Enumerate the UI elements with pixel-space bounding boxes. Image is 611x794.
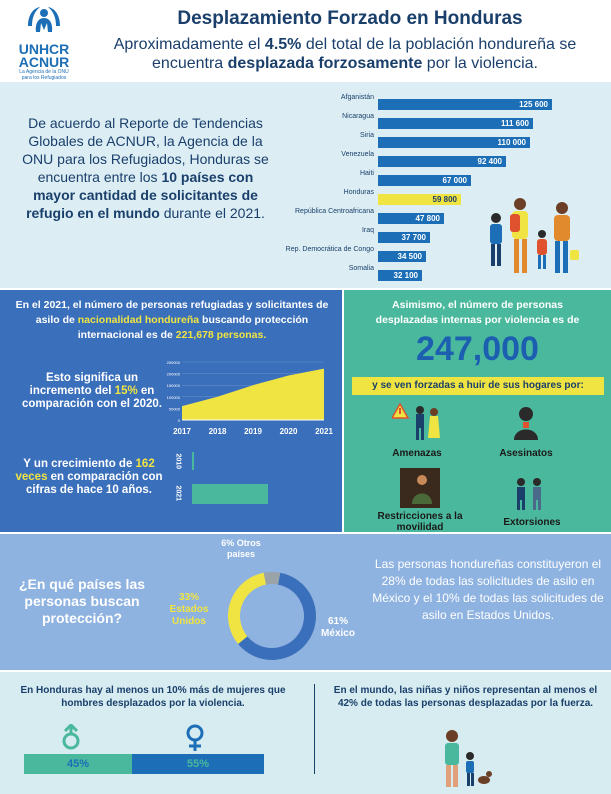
area-xtick-label: 2017 xyxy=(173,427,191,436)
donut-label-others: 6% Otros países xyxy=(221,538,261,559)
area-ytick-label: 50000 xyxy=(168,406,180,412)
country-label: Nicaragua xyxy=(342,113,374,120)
area-chart-svg xyxy=(164,356,340,438)
page-subtitle: Aproximadamente el 4.5% del total de la población hondureña se encuentra desplazada forzosamente por la violencia. xyxy=(113,36,577,72)
section-divider xyxy=(314,684,315,774)
country-label: Venezuela xyxy=(341,151,374,158)
refugees-intro: En el 2021, el número de personas refugiadas y solicitantes de asilo de nacionalidad hondureña buscando protección internacional es de 221,678 personas. xyxy=(15,299,329,341)
country-bar: 92 400 xyxy=(378,156,506,167)
internal-displacement-number: 247,000 xyxy=(416,330,539,368)
gender-bar-segment: 45% xyxy=(24,754,132,774)
country-bar: 47 800 xyxy=(378,213,444,224)
donut-label-usa: 33% Estados Unidos xyxy=(169,592,209,627)
male-symbol-icon xyxy=(60,724,82,752)
donut-label-mexico: 61% México xyxy=(321,616,355,639)
growth-bar xyxy=(192,484,268,504)
donut-slice xyxy=(234,579,265,641)
murder-icon xyxy=(506,402,546,442)
area-ytick-label: 150000 xyxy=(166,383,180,389)
logo-tagline: La Agencia de la ONU para los Refugiados xyxy=(19,69,69,81)
country-bar: 32 100 xyxy=(378,270,422,281)
growth-year-label: 2010 xyxy=(174,453,182,470)
growth-year-label: 2021 xyxy=(174,485,182,502)
area-xtick-label: 2021 xyxy=(315,427,333,436)
children-title: En el mundo, las niñas y niños representan al menos el 42% de todas las personas desplazadas por la fuerza. xyxy=(333,685,598,709)
logo-brand: UNHCR xyxy=(18,41,70,57)
area-xtick-label: 2018 xyxy=(208,427,227,436)
unhcr-logo-icon xyxy=(24,6,64,38)
country-bar: 125 600 xyxy=(378,99,552,110)
area-series xyxy=(182,369,324,420)
donut-slice xyxy=(265,578,279,579)
asylum-share-text: Las personas hondureñas constituyeron el 28% de todas las solicitudes de asilo en México y el 10% de todas las solicitudes de asilo en Estados Unidos. xyxy=(372,557,604,622)
country-label: Rep. Democrática de Congo xyxy=(285,246,374,253)
country-label: Siria xyxy=(359,132,374,139)
mother-child-icon xyxy=(438,728,494,790)
unhcr-logo xyxy=(14,6,74,81)
cause-label-murder: Asesinatos xyxy=(499,448,553,459)
area-xtick-label: 2019 xyxy=(244,427,262,436)
cause-label-extortion: Extorsiones xyxy=(503,517,561,528)
destination-question: ¿En qué países las personas buscan protección? xyxy=(18,576,146,626)
growth-text: Y un crecimiento de 162 veces en comparación con cifras de hace 10 años. xyxy=(15,458,163,496)
cause-label-mobility: Restricciones a la movilidad xyxy=(377,511,463,533)
internal-displacement-intro: Asimismo, el número de personas desplazadas internas por violencia es de xyxy=(375,299,580,326)
causes-title: y se ven forzadas a huir de sus hogares por: xyxy=(352,377,604,395)
top-countries-text: De acuerdo al Reporte de Tendencias Globales de ACNUR, la Agencia de la ONU para los Refugiados, Honduras se encuentra entre los 10 países con mayor cantidad de solicitantes de refugio en el mundo durante el 2021. xyxy=(22,115,269,221)
page-title: Desplazamiento Forzado en Honduras xyxy=(177,8,523,29)
country-bar: 110 000 xyxy=(378,137,530,148)
mobility-restriction-icon xyxy=(400,468,440,508)
country-label: República Centroafricana xyxy=(295,208,374,215)
family-illustration-icon xyxy=(482,196,582,282)
country-bar: 34 500 xyxy=(378,251,426,262)
country-bar: 111 600 xyxy=(378,118,533,129)
country-label: Haiti xyxy=(359,170,374,177)
area-ytick-label: 100000 xyxy=(166,394,180,400)
growth-bar xyxy=(192,452,194,470)
country-label: Honduras xyxy=(343,189,374,196)
area-xtick-label: 2020 xyxy=(279,427,298,436)
cause-label-threats: Amenazas xyxy=(392,448,442,459)
area-ytick-label: 200000 xyxy=(166,371,180,377)
threats-icon xyxy=(392,402,446,442)
country-label: Somalia xyxy=(348,265,374,272)
female-symbol-icon xyxy=(184,724,206,752)
area-ytick-label: 0 xyxy=(177,418,180,423)
gender-title: En Honduras hay al menos un 10% más de mujeres que hombres desplazados por la violencia. xyxy=(20,685,286,709)
country-label: Iraq xyxy=(361,227,374,234)
country-bar: 37 700 xyxy=(378,232,430,243)
logo-brand-es: ACNUR xyxy=(18,54,70,70)
increase-text: Esto significa un incremento del 15% en comparación con el 2020. xyxy=(22,372,162,410)
extortion-icon xyxy=(512,476,546,510)
country-bar: 67 000 xyxy=(378,175,471,186)
country-bar: 59 800 xyxy=(378,194,461,205)
country-label: Afganistán xyxy=(340,94,374,101)
area-ytick-label: 250000 xyxy=(166,360,180,365)
gender-bar-segment: 55% xyxy=(132,754,264,774)
